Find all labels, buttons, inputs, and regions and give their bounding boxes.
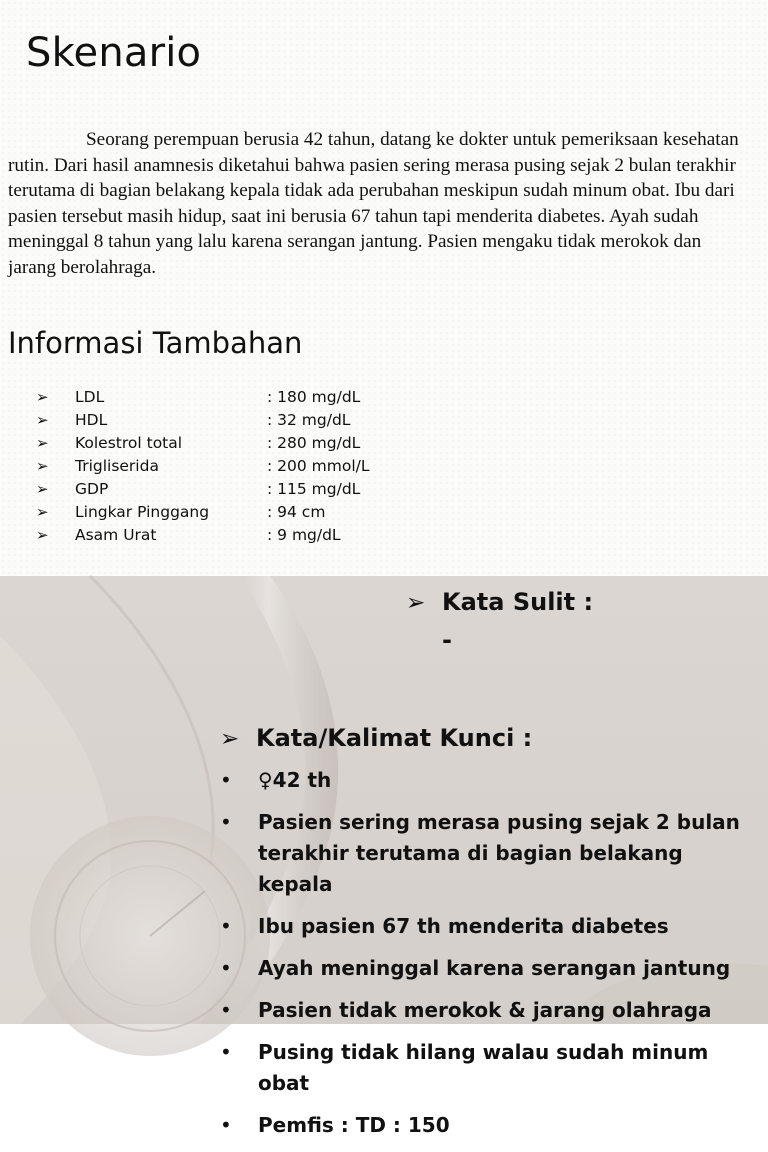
lab-value: : 200 mmol/L <box>267 457 370 475</box>
list-item <box>220 807 760 900</box>
lab-value: : 9 mg/dL <box>267 526 341 544</box>
key-sentence-text: Pasien sering merasa pusing sejak 2 bulan terakhir terutama di bagian belakang kepala <box>258 810 740 896</box>
kata-sulit-label: Kata Sulit : <box>442 588 594 616</box>
bullet-dot-icon: • <box>220 914 232 938</box>
kata-sulit-value: - <box>442 626 452 654</box>
key-sentences-list <box>220 765 760 1152</box>
key-sentence-text: Ibu pasien 67 th menderita diabetes <box>258 914 669 938</box>
bullet-dot-icon: • <box>220 1113 232 1137</box>
slide-title: Skenario <box>26 30 202 76</box>
list-item <box>220 953 760 984</box>
list-item <box>220 1037 760 1099</box>
section-heading-informasi-tambahan: Informasi Tambahan <box>8 326 303 360</box>
lab-value: : 94 cm <box>267 503 326 521</box>
arrow-bullet-icon: ➢ <box>406 590 426 616</box>
kata-kunci-label: Kata/Kalimat Kunci : <box>256 724 533 752</box>
list-item <box>220 1110 760 1141</box>
key-sentence-text: Pemfis : TD : 150 <box>258 1113 450 1137</box>
arrow-bullet-icon: ➢ <box>36 503 49 521</box>
lab-label: Trigliserida <box>75 457 159 475</box>
bullet-dot-icon: • <box>220 956 232 980</box>
lab-label: Kolestrol total <box>75 434 183 452</box>
lab-label: Lingkar Pinggang <box>75 503 210 521</box>
slide-kata-kunci <box>0 576 768 1137</box>
arrow-bullet-icon: ➢ <box>36 457 49 475</box>
bullet-dot-icon: • <box>220 768 232 792</box>
lab-value: : 32 mg/dL <box>267 411 351 429</box>
bullet-dot-icon: • <box>220 998 232 1022</box>
key-sentence-text: Ayah meninggal karena serangan jantung <box>258 956 731 980</box>
bullet-dot-icon: • <box>220 810 232 834</box>
list-item <box>220 911 760 942</box>
list-item <box>220 995 760 1026</box>
arrow-bullet-icon: ➢ <box>36 388 49 406</box>
arrow-bullet-icon: ➢ <box>220 726 240 752</box>
scenario-paragraph: Seorang perempuan berusia 42 tahun, datang ke dokter untuk pemeriksaan kesehatan rutin. Dari hasil anamnesis diketahui bahwa pasien sering merasa pusing sejak 2 bulan terakhir terutama di bagian belakang kepala tidak ada perubahan meskipun sudah minum obat. Ibu dari pasien tersebut masih hidup, saat ini berusia 67 tahun tapi menderita diabetes. Ayah sudah meninggal 8 tahun yang lalu karena serangan jantung. Pasien mengaku tidak merokok dan jarang berolahraga. <box>8 129 739 278</box>
lab-value: : 280 mg/dL <box>267 434 361 452</box>
lab-label: GDP <box>75 480 109 498</box>
arrow-bullet-icon: ➢ <box>36 526 49 544</box>
arrow-bullet-icon: ➢ <box>36 434 49 452</box>
kata-sulit-heading <box>406 588 593 616</box>
lab-label: LDL <box>75 388 105 406</box>
key-sentence-text: ♀42 th <box>258 768 332 792</box>
key-sentence-text: Pasien tidak merokok & jarang olahraga <box>258 998 712 1022</box>
lab-value: : 115 mg/dL <box>267 480 361 498</box>
lab-label: HDL <box>75 411 108 429</box>
lab-value: : 180 mg/dL <box>267 388 361 406</box>
arrow-bullet-icon: ➢ <box>36 411 49 429</box>
kata-kunci-heading <box>220 724 532 752</box>
bullet-dot-icon: • <box>220 1040 232 1064</box>
lab-label: Asam Urat <box>75 526 157 544</box>
arrow-bullet-icon: ➢ <box>36 480 49 498</box>
list-item <box>220 765 760 796</box>
key-sentence-text: Pusing tidak hilang walau sudah minum obat <box>258 1040 709 1095</box>
